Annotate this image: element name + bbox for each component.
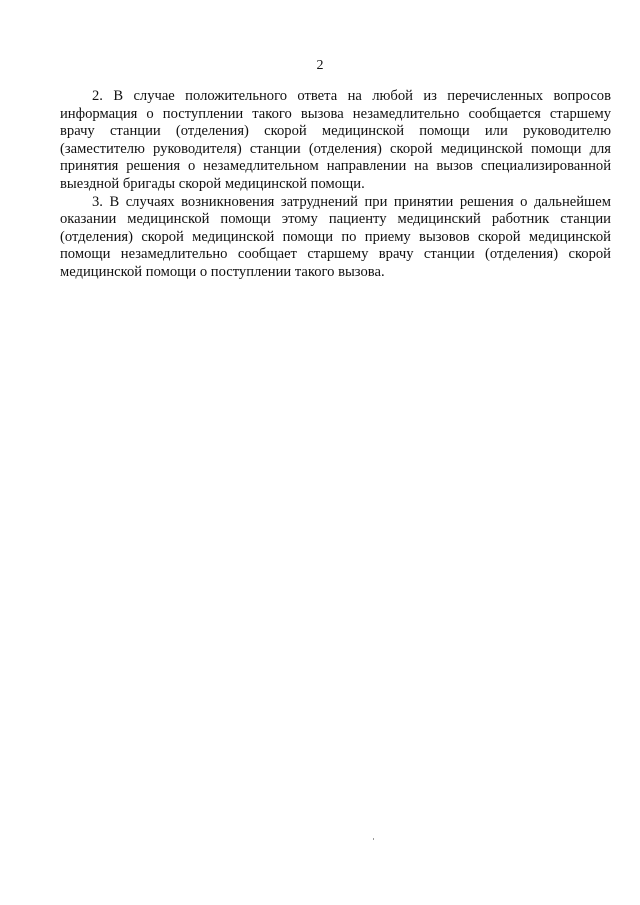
paragraph-3: 3. В случаях возникновения затруднений при принятии решения о дальнейшем оказании медицинской помощи этому пациенту медицинский работник станции (отделения) скорой медицинской помощи по приему вызовов скорой медицинской помощи незамедлительно сообщает старшему врачу станции (отделения) скорой медицинской помощи о поступлении такого вызова.	[60, 193, 611, 280]
paragraph-2: 2. В случае положительного ответа на любой из перечисленных вопросов информация о поступлении такого вызова незамедлительно сообщается старшему врачу станции (отделения) скорой медицинской помощи или руководителю (заместителю руководителя) станции (отделения) скорой медицинской помощи для принятия решения о незамедлительном направлении на вызов специализированной выездной бригады скорой медицинской помощи.	[60, 88, 611, 192]
document-body	[60, 88, 611, 282]
page-number: 2	[316, 58, 324, 73]
scan-speck	[373, 838, 374, 840]
